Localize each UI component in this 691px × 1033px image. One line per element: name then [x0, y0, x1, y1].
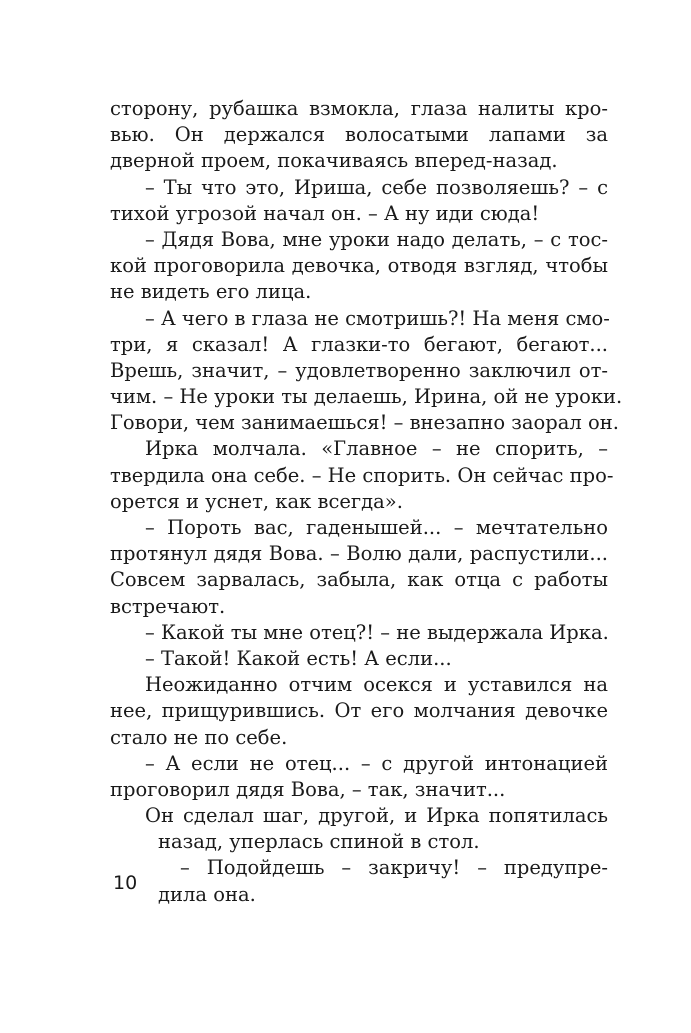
text-line: не видеть его лица. — [110, 280, 312, 304]
text-line: чим. – Не уроки ты делаешь, Ирина, ой не уроки. — [110, 385, 623, 409]
text-line: встречают. — [110, 594, 226, 618]
text-line: – А чего в глаза не смотришь?! На меня смо- — [145, 306, 610, 330]
text-line: дила она. — [158, 882, 256, 906]
text-line: вью. Он держался волосатыми лапами за — [110, 123, 608, 147]
text-line: – Ты что это, Ириша, себе позволяешь? – с — [145, 175, 608, 199]
text-line: – Подойдешь – закричу! – предупре- — [180, 856, 608, 880]
text-line: дверной проем, покачиваясь вперед-назад. — [110, 149, 558, 173]
text-line: назад, уперлась спиной в стол. — [158, 830, 480, 854]
text-line: тихой угрозой начал он. – А ну иди сюда! — [110, 201, 540, 225]
text-line: – Дядя Вова, мне уроки надо делать, – с тос- — [145, 227, 608, 251]
text-line: Совсем зарвалась, забыла, как отца с работы — [110, 568, 608, 592]
text-line: Говори, чем занимаешься! – внезапно заорал он. — [110, 411, 619, 435]
text-line: – Пороть вас, гаденышей... – мечтательно — [145, 516, 608, 539]
text-line: – А если не отец... – с другой интонацией — [145, 751, 608, 775]
text-line: – Такой! Какой есть! А если... — [145, 646, 452, 670]
text-line: стало не по себе. — [110, 725, 288, 749]
text-line: Ирка молчала. «Главное – не спорить, – — [145, 437, 608, 461]
text-line: твердила она себе. – Не спорить. Он сейчас про- — [110, 463, 614, 487]
text-line: три, я сказал! А глазки-то бегают, бегают... — [110, 332, 608, 356]
text-line: Неожиданно отчим осекся и уставился на — [145, 673, 608, 697]
text-line: – Какой ты мне отец?! – не выдержала Ирка. — [145, 620, 609, 644]
page-number: 10 — [113, 872, 138, 894]
text-line: нее, прищурившись. От его молчания девочке — [110, 699, 608, 723]
text-line: кой проговорила девочка, отводя взгляд, чтобы — [110, 254, 608, 278]
text-line: Он сделал шаг, другой, и Ирка попятилась — [145, 804, 608, 828]
text-line: орется и уснет, как всегда». — [110, 489, 403, 513]
text-line: проговорил дядя Вова, – так, значит... — [110, 777, 506, 801]
body-text — [110, 96, 623, 908]
text-line: протянул дядя Вова. – Волю дали, распустили... — [110, 542, 608, 566]
text-line: сторону, рубашка взмокла, глаза налиты кро- — [110, 97, 608, 120]
text-line: Врешь, значит, – удовлетворенно заключил от- — [110, 358, 608, 382]
